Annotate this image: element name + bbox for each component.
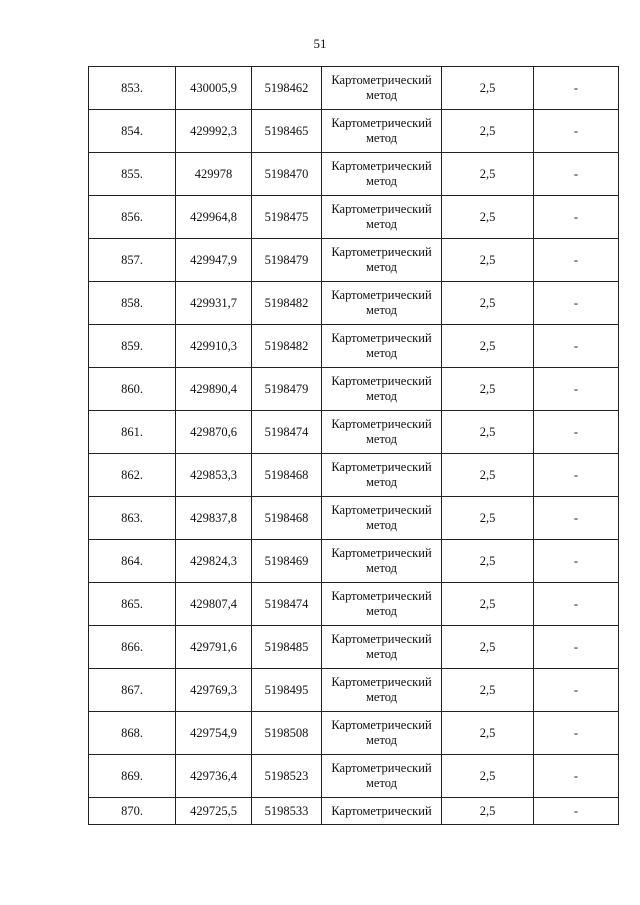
table-row: [89, 368, 619, 411]
note-cell: -: [534, 712, 619, 755]
point-number-cell: 863.: [89, 497, 176, 540]
method-line-1: Картометрический: [331, 288, 432, 302]
y-coordinate-cell: 5198475: [252, 196, 322, 239]
accuracy-cell: 2,5: [442, 325, 534, 368]
y-coordinate-cell: 5198469: [252, 540, 322, 583]
accuracy-cell: 2,5: [442, 540, 534, 583]
method-cell: [322, 669, 442, 712]
point-number-cell: 861.: [89, 411, 176, 454]
method-cell: [322, 454, 442, 497]
accuracy-cell: 2,5: [442, 368, 534, 411]
table-row: [89, 755, 619, 798]
method-line-2: метод: [365, 776, 397, 790]
note-cell: -: [534, 540, 619, 583]
method-line-2: метод: [365, 604, 397, 618]
method-line-1: Картометрический: [331, 331, 432, 345]
method-line-1: Картометрический: [331, 73, 432, 87]
note-cell: -: [534, 583, 619, 626]
y-coordinate-cell: 5198508: [252, 712, 322, 755]
x-coordinate-cell: 429947,9: [176, 239, 252, 282]
note-cell: -: [534, 626, 619, 669]
note-cell: -: [534, 196, 619, 239]
point-number-cell: 870.: [89, 798, 176, 825]
y-coordinate-cell: 5198482: [252, 282, 322, 325]
x-coordinate-cell: 429769,3: [176, 669, 252, 712]
note-cell: -: [534, 325, 619, 368]
x-coordinate-cell: 429837,8: [176, 497, 252, 540]
table-row: [89, 153, 619, 196]
method-cell: [322, 712, 442, 755]
method-cell: [322, 196, 442, 239]
method-cell: [322, 110, 442, 153]
point-number-cell: 853.: [89, 67, 176, 110]
table-row: [89, 583, 619, 626]
accuracy-cell: 2,5: [442, 411, 534, 454]
accuracy-cell: 2,5: [442, 282, 534, 325]
accuracy-cell: 2,5: [442, 196, 534, 239]
accuracy-cell: 2,5: [442, 583, 534, 626]
table-row: [89, 540, 619, 583]
point-number-cell: 857.: [89, 239, 176, 282]
y-coordinate-cell: 5198479: [252, 239, 322, 282]
method-cell: [322, 153, 442, 196]
method-line-2: метод: [365, 475, 397, 489]
x-coordinate-cell: 429890,4: [176, 368, 252, 411]
table-body: [89, 67, 619, 825]
x-coordinate-cell: 429736,4: [176, 755, 252, 798]
point-number-cell: 866.: [89, 626, 176, 669]
accuracy-cell: 2,5: [442, 497, 534, 540]
method-line-1: Картометрический: [331, 374, 432, 388]
y-coordinate-cell: 5198495: [252, 669, 322, 712]
method-line-2: метод: [365, 432, 397, 446]
method-cell: [322, 540, 442, 583]
method-line-2: метод: [365, 561, 397, 575]
method-line-1: Картометрический: [331, 159, 432, 173]
method-line-2: метод: [365, 303, 397, 317]
method-cell: [322, 282, 442, 325]
method-line-2: метод: [365, 260, 397, 274]
note-cell: -: [534, 153, 619, 196]
table-row: [89, 669, 619, 712]
accuracy-cell: 2,5: [442, 67, 534, 110]
y-coordinate-cell: 5198523: [252, 755, 322, 798]
method-line-1: Картометрический: [331, 718, 432, 732]
x-coordinate-cell: 429791,6: [176, 626, 252, 669]
method-cell: [322, 583, 442, 626]
table-row: [89, 67, 619, 110]
y-coordinate-cell: 5198474: [252, 411, 322, 454]
method-line-1: Картометрический: [331, 245, 432, 259]
accuracy-cell: 2,5: [442, 110, 534, 153]
accuracy-cell: 2,5: [442, 798, 534, 825]
y-coordinate-cell: 5198468: [252, 497, 322, 540]
table-row: [89, 282, 619, 325]
method-line-1: Картометрический: [331, 546, 432, 560]
y-coordinate-cell: 5198482: [252, 325, 322, 368]
table-row: [89, 110, 619, 153]
accuracy-cell: 2,5: [442, 239, 534, 282]
method-line-1: Картометрический: [331, 460, 432, 474]
method-cell: [322, 626, 442, 669]
note-cell: -: [534, 411, 619, 454]
method-line-2: метод: [365, 217, 397, 231]
method-cell: [322, 755, 442, 798]
point-number-cell: 856.: [89, 196, 176, 239]
method-line-1: Картометрический: [331, 417, 432, 431]
accuracy-cell: 2,5: [442, 626, 534, 669]
note-cell: -: [534, 755, 619, 798]
x-coordinate-cell: 429853,3: [176, 454, 252, 497]
y-coordinate-cell: 5198462: [252, 67, 322, 110]
note-cell: -: [534, 282, 619, 325]
note-cell: -: [534, 239, 619, 282]
method-line-1: Картометрический: [331, 675, 432, 689]
note-cell: -: [534, 67, 619, 110]
y-coordinate-cell: 5198479: [252, 368, 322, 411]
table-row: [89, 454, 619, 497]
method-line-2: метод: [365, 733, 397, 747]
table-row: [89, 712, 619, 755]
method-line-1: Картометрический: [331, 116, 432, 130]
table-row: [89, 626, 619, 669]
point-number-cell: 855.: [89, 153, 176, 196]
point-number-cell: 868.: [89, 712, 176, 755]
x-coordinate-cell: 429931,7: [176, 282, 252, 325]
table-row: [89, 325, 619, 368]
y-coordinate-cell: 5198470: [252, 153, 322, 196]
method-cell: [322, 368, 442, 411]
x-coordinate-cell: 429807,4: [176, 583, 252, 626]
x-coordinate-cell: 429978: [176, 153, 252, 196]
method-line-2: метод: [365, 647, 397, 661]
accuracy-cell: 2,5: [442, 153, 534, 196]
method-line-2: метод: [365, 690, 397, 704]
accuracy-cell: 2,5: [442, 712, 534, 755]
note-cell: -: [534, 110, 619, 153]
method-line-1: Картометрический: [331, 803, 432, 818]
method-line-1: Картометрический: [331, 632, 432, 646]
method-cell: [322, 239, 442, 282]
method-cell: [322, 67, 442, 110]
y-coordinate-cell: 5198465: [252, 110, 322, 153]
x-coordinate-cell: 429870,6: [176, 411, 252, 454]
x-coordinate-cell: 429964,8: [176, 196, 252, 239]
note-cell: -: [534, 368, 619, 411]
method-cell: [322, 798, 442, 825]
note-cell: -: [534, 798, 619, 825]
x-coordinate-cell: 429824,3: [176, 540, 252, 583]
method-line-1: Картометрический: [331, 503, 432, 517]
point-number-cell: 859.: [89, 325, 176, 368]
point-number-cell: 854.: [89, 110, 176, 153]
coordinates-table: [88, 66, 619, 825]
method-line-2: метод: [365, 131, 397, 145]
note-cell: -: [534, 669, 619, 712]
x-coordinate-cell: 429725,5: [176, 798, 252, 825]
y-coordinate-cell: 5198533: [252, 798, 322, 825]
accuracy-cell: 2,5: [442, 454, 534, 497]
x-coordinate-cell: 430005,9: [176, 67, 252, 110]
x-coordinate-cell: 429992,3: [176, 110, 252, 153]
point-number-cell: 865.: [89, 583, 176, 626]
table-row: [89, 798, 619, 825]
method-line-2: метод: [365, 518, 397, 532]
point-number-cell: 862.: [89, 454, 176, 497]
method-line-1: Картометрический: [331, 589, 432, 603]
note-cell: -: [534, 454, 619, 497]
method-line-2: метод: [365, 389, 397, 403]
y-coordinate-cell: 5198468: [252, 454, 322, 497]
table-row: [89, 196, 619, 239]
note-cell: -: [534, 497, 619, 540]
method-line-2: метод: [365, 88, 397, 102]
point-number-cell: 869.: [89, 755, 176, 798]
accuracy-cell: 2,5: [442, 669, 534, 712]
method-cell: [322, 411, 442, 454]
point-number-cell: 860.: [89, 368, 176, 411]
table-row: [89, 497, 619, 540]
y-coordinate-cell: 5198485: [252, 626, 322, 669]
point-number-cell: 858.: [89, 282, 176, 325]
table-row: [89, 239, 619, 282]
method-line-2: метод: [365, 174, 397, 188]
x-coordinate-cell: 429754,9: [176, 712, 252, 755]
y-coordinate-cell: 5198474: [252, 583, 322, 626]
method-cell: [322, 325, 442, 368]
accuracy-cell: 2,5: [442, 755, 534, 798]
method-line-1: Картометрический: [331, 761, 432, 775]
point-number-cell: 867.: [89, 669, 176, 712]
method-line-1: Картометрический: [331, 202, 432, 216]
point-number-cell: 864.: [89, 540, 176, 583]
page-number: 51: [313, 36, 327, 51]
method-line-2: метод: [365, 346, 397, 360]
table-row: [89, 411, 619, 454]
method-cell: [322, 497, 442, 540]
x-coordinate-cell: 429910,3: [176, 325, 252, 368]
